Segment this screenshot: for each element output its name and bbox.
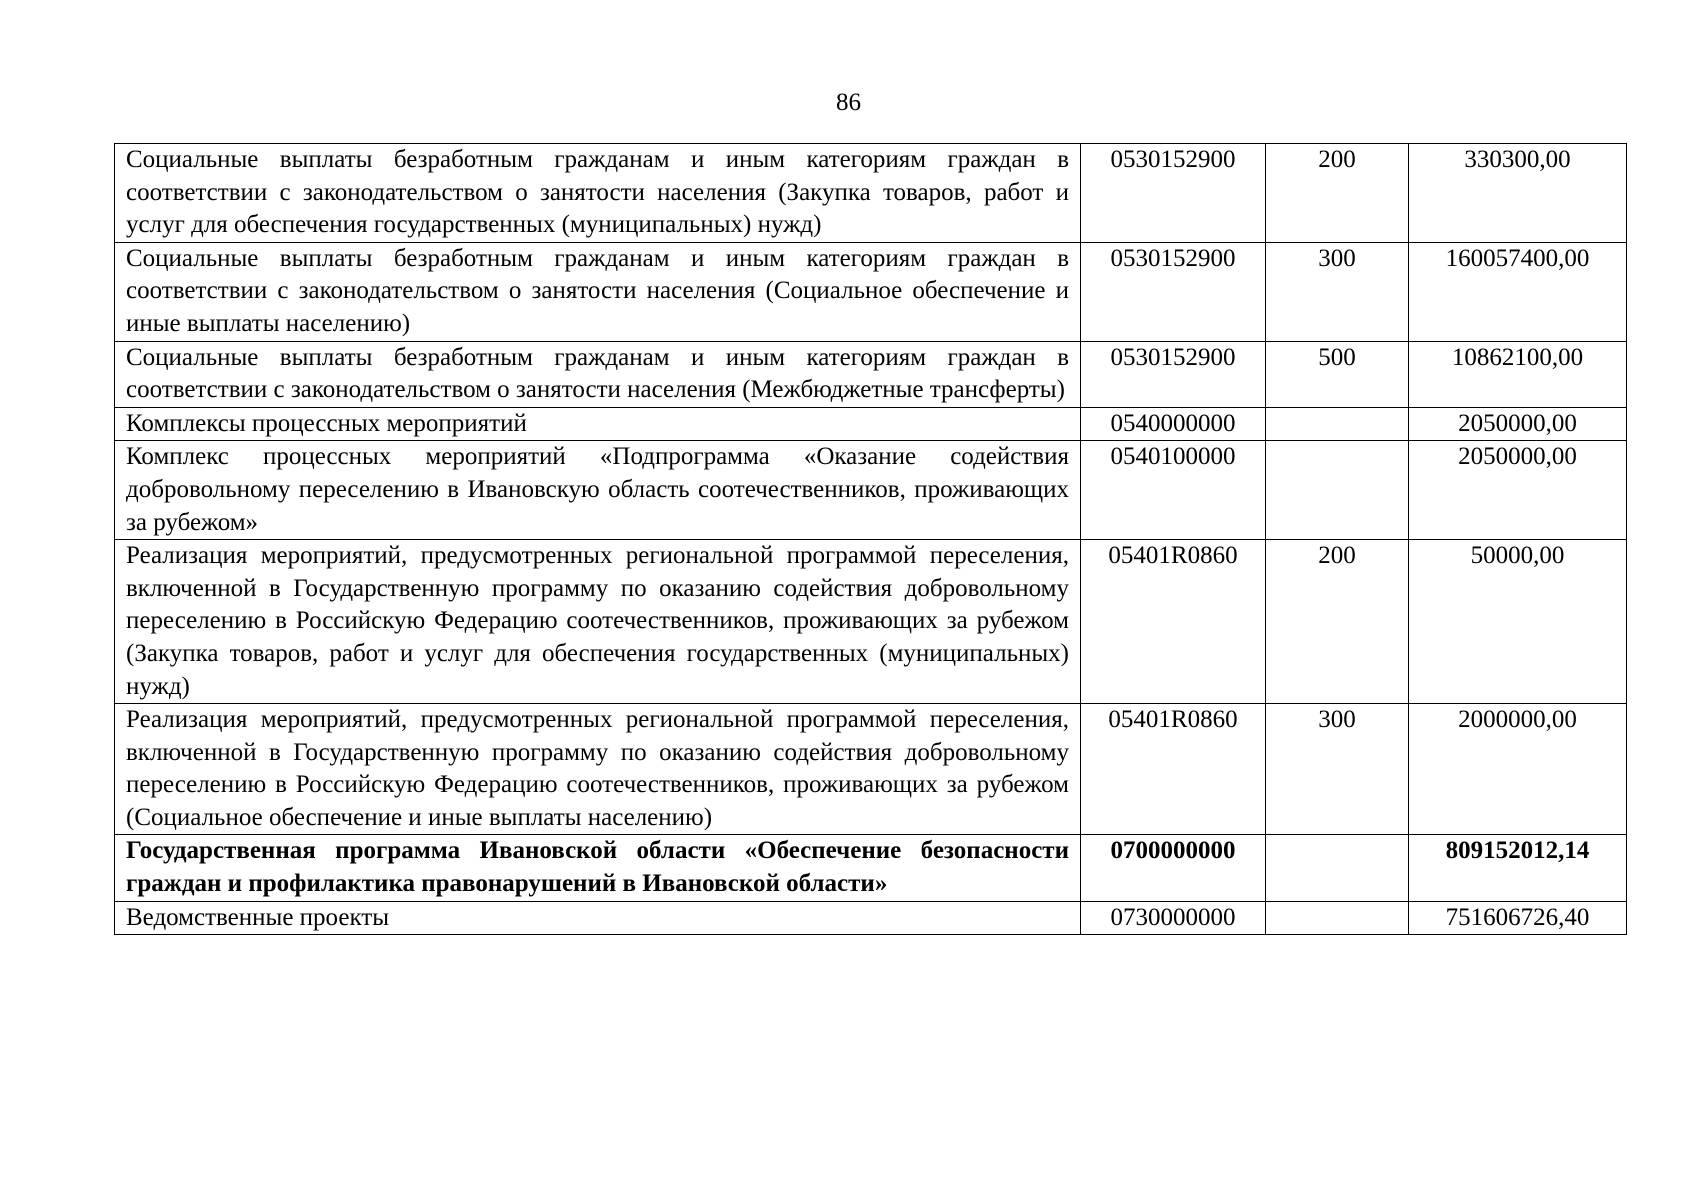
row-code-cell: 05401R0860 bbox=[1081, 704, 1266, 835]
row-type-cell: 300 bbox=[1266, 704, 1409, 835]
row-sum-cell: 2050000,00 bbox=[1409, 441, 1627, 540]
row-type-cell: 500 bbox=[1266, 341, 1409, 407]
table-row bbox=[115, 407, 1627, 441]
row-sum-cell: 330300,00 bbox=[1409, 144, 1627, 243]
page-number: 86 bbox=[836, 89, 861, 116]
row-sum-cell: 751606726,40 bbox=[1409, 901, 1627, 935]
row-code-cell: 0530152900 bbox=[1081, 341, 1266, 407]
row-type-cell: 300 bbox=[1266, 242, 1409, 341]
row-sum-cell: 2050000,00 bbox=[1409, 407, 1627, 441]
row-sum-cell: 10862100,00 bbox=[1409, 341, 1627, 407]
row-code-cell: 0530152900 bbox=[1081, 242, 1266, 341]
row-name-cell: Реализация мероприятий, предусмотренных региональной программой переселения, включенной в Государственную программу по оказанию содействия добровольному переселению в Российскую Федерацию соотечественников, проживающих за рубежом (Социальное обеспечение и иные выплаты населению) bbox=[115, 704, 1081, 835]
row-name-cell: Социальные выплаты безработным гражданам и иным категориям граждан в соответствии с законодательством о занятости населения (Закупка товаров, работ и услуг для обеспечения государственных (муниципальных) нужд) bbox=[115, 144, 1081, 243]
row-type-cell bbox=[1266, 407, 1409, 441]
row-type-cell: 200 bbox=[1266, 540, 1409, 704]
row-name-cell: Ведомственные проекты bbox=[115, 901, 1081, 935]
row-code-cell: 0730000000 bbox=[1081, 901, 1266, 935]
table-row bbox=[115, 704, 1627, 835]
row-sum-cell: 809152012,14 bbox=[1409, 835, 1627, 901]
row-code-cell: 0540100000 bbox=[1081, 441, 1266, 540]
row-type-cell bbox=[1266, 835, 1409, 901]
row-name-cell: Социальные выплаты безработным гражданам и иным категориям граждан в соответствии с законодательством о занятости населения (Межбюджетные трансферты) bbox=[115, 341, 1081, 407]
table-row bbox=[115, 144, 1627, 243]
table-row bbox=[115, 540, 1627, 704]
row-code-cell: 05401R0860 bbox=[1081, 540, 1266, 704]
row-name-cell: Комплексы процессных мероприятий bbox=[115, 407, 1081, 441]
table-row bbox=[115, 242, 1627, 341]
row-sum-cell: 160057400,00 bbox=[1409, 242, 1627, 341]
row-type-cell bbox=[1266, 441, 1409, 540]
budget-table bbox=[114, 143, 1627, 935]
row-name-cell: Государственная программа Ивановской области «Обеспечение безопасности граждан и профилактика правонарушений в Ивановской области» bbox=[115, 835, 1081, 901]
row-name-cell: Реализация мероприятий, предусмотренных региональной программой переселения, включенной в Государственную программу по оказанию содействия добровольному переселению в Российскую Федерацию соотечественников, проживающих за рубежом (Закупка товаров, работ и услуг для обеспечения государственных (муниципальных) нужд) bbox=[115, 540, 1081, 704]
row-code-cell: 0540000000 bbox=[1081, 407, 1266, 441]
row-sum-cell: 50000,00 bbox=[1409, 540, 1627, 704]
table-row bbox=[115, 835, 1627, 901]
table-row bbox=[115, 901, 1627, 935]
row-name-cell: Комплекс процессных мероприятий «Подпрограмма «Оказание содействия добровольному переселению в Ивановскую область соотечественников, проживающих за рубежом» bbox=[115, 441, 1081, 540]
row-name-cell: Социальные выплаты безработным гражданам и иным категориям граждан в соответствии с законодательством о занятости населения (Социальное обеспечение и иные выплаты населению) bbox=[115, 242, 1081, 341]
table-row bbox=[115, 341, 1627, 407]
row-code-cell: 0530152900 bbox=[1081, 144, 1266, 243]
table-row bbox=[115, 441, 1627, 540]
row-code-cell: 0700000000 bbox=[1081, 835, 1266, 901]
row-sum-cell: 2000000,00 bbox=[1409, 704, 1627, 835]
row-type-cell: 200 bbox=[1266, 144, 1409, 243]
row-type-cell bbox=[1266, 901, 1409, 935]
